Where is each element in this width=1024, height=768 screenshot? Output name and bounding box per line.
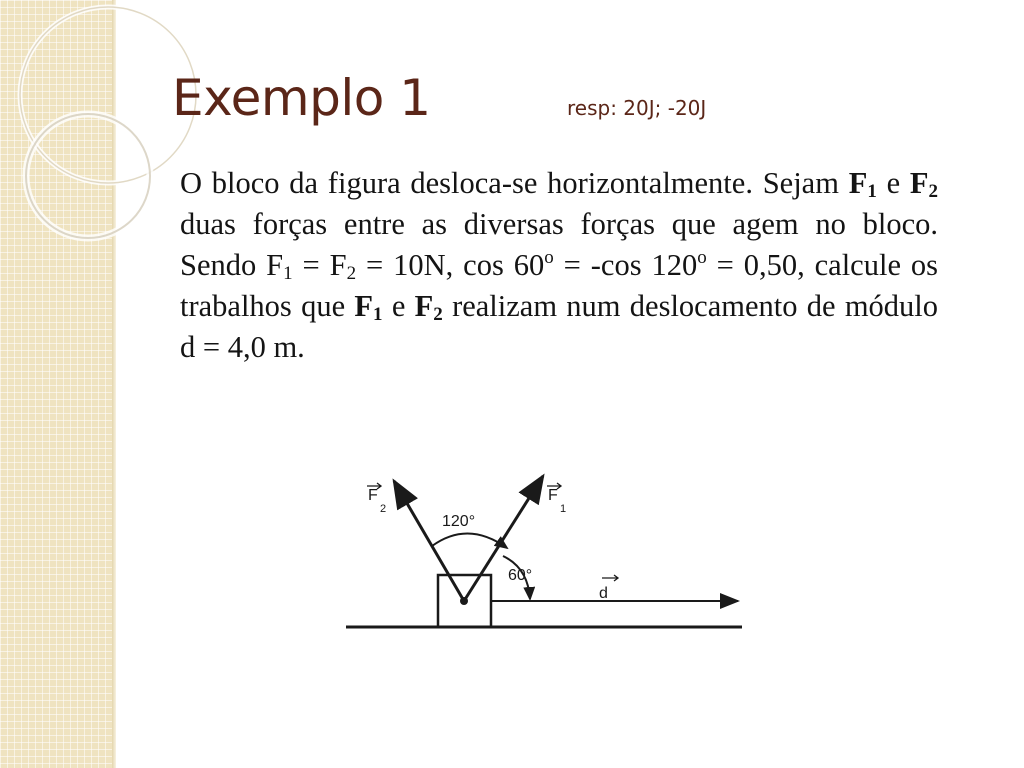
answer-note: resp: 20J; -20J — [567, 96, 707, 120]
text-e: e — [391, 289, 406, 323]
label-f1-sub: 1 — [560, 503, 567, 515]
degree-sup: o — [697, 247, 707, 268]
force-f2-symbol: $F_2$ — [909, 166, 939, 202]
force-f1-symbol: $F_1$ — [848, 166, 877, 202]
label-f2: F — [368, 487, 378, 504]
text-e: e — [886, 166, 901, 200]
text-eq-value: = 10N, cos 60 — [366, 248, 545, 282]
slide-title: Exemplo 1 — [172, 69, 431, 127]
force-diagram — [340, 468, 750, 638]
label-f2-sub: 2 — [380, 503, 387, 515]
degree-sup: o — [544, 247, 554, 268]
vector-arrow-d — [602, 575, 618, 581]
angle-120-arc — [432, 533, 507, 548]
decorative-rings — [0, 0, 200, 300]
text-cos120: -cos 120 — [590, 248, 698, 282]
problem-line-1: O bloco da figura desloca-se horizontalmente. — [180, 166, 753, 200]
application-point — [460, 597, 468, 605]
force-f2-arrow — [394, 481, 464, 601]
sub-f2: 2 — [346, 263, 357, 284]
text-eq2: = — [563, 248, 581, 282]
label-angle-60: 60° — [508, 567, 533, 584]
text-sejam: Sejam — [762, 166, 839, 200]
title-row — [172, 66, 972, 136]
sub-f1: 1 — [283, 263, 293, 284]
label-d: d — [599, 585, 608, 602]
text-duas-forcas: duas forças entre as diversas forças — [180, 207, 655, 241]
force-f1-symbol: $F_1$ — [354, 289, 383, 325]
problem-line-5: realizam num deslocamento de módulo d = 4,0 m. — [180, 289, 939, 364]
text-eq: = F — [302, 248, 347, 282]
force-f2-symbol: $F_2$ — [414, 289, 443, 325]
text-que-agem: que agem no bloco. Sendo F — [180, 207, 938, 282]
text-calcule: = 0,50, calcule os trabalhos que — [180, 248, 939, 323]
label-f1: F — [548, 487, 558, 504]
label-angle-120: 120° — [442, 513, 476, 530]
problem-statement — [180, 163, 938, 368]
